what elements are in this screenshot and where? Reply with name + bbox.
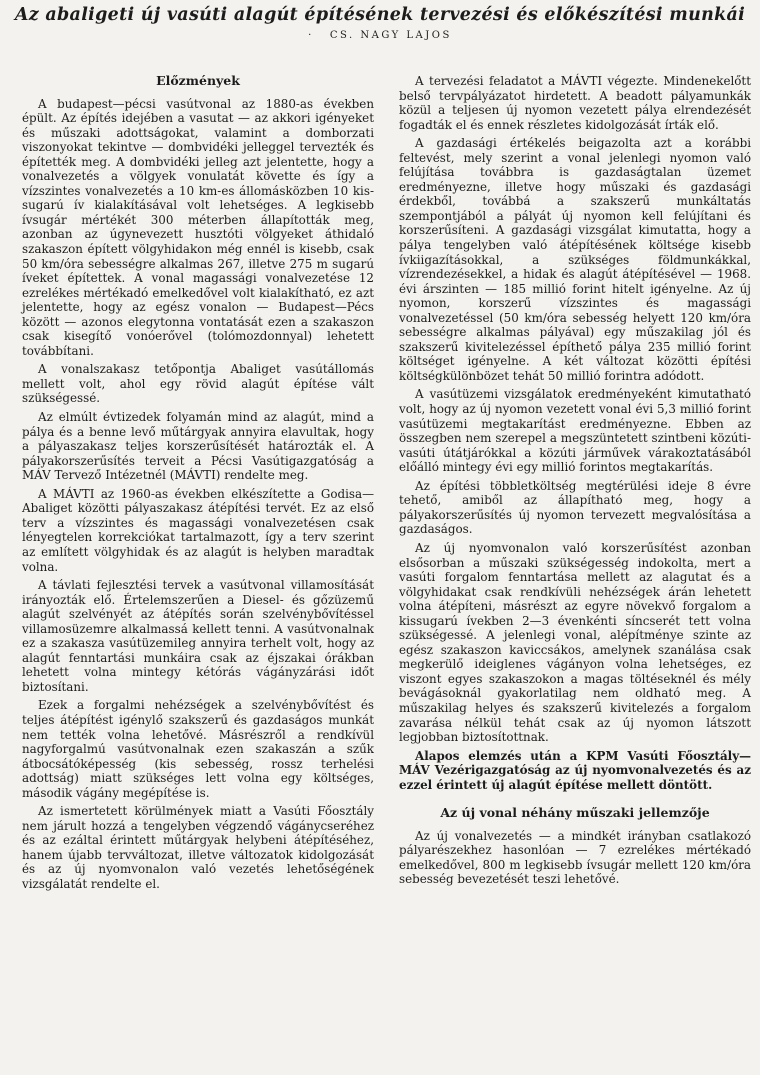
article-title: Az abaligeti új vasúti alagút építésének tervezési és előkészítési munkái: [14, 5, 746, 25]
paragraph: Az építési többletköltség megtérülési ideje 8 évre tehető, amiből az állapítható meg, hogy a pályakorszerűsítés új nyomon tervezett megvalósítása a gazdaságos.: [399, 478, 751, 537]
decision-paragraph: Alapos elemzés után a KPM Vasúti Főosztály—MÁV Vezérigazgatóság az új nyomvonalvezetés és az ezzel érintett új alagút építése mellett döntött.: [399, 748, 751, 792]
paragraph: A tervezési feladatot a MÁVTI végezte. Mindenekelőtt belső tervpályázatot hirdetett. A beadott pályamunkák közül a teljesen új nyomon vezetett pálya elrendezését fogadták el és ennek részletes kidolgozását írták elő.: [399, 74, 751, 132]
paragraph: Az új vonalvezetés — a mindkét irányban csatlakozó pályarészekhez hasonlóan — 7 ezrelékes mértékadó emelkedővel, 800 m legkisebb ívsugár mellett 120 km/óra sebesség bevezetését teszi lehetővé.: [399, 828, 751, 887]
section-heading-muszaki-jellemzok: Az új vonal néhány műszaki jellemzője: [440, 805, 710, 821]
paragraph: Az ismertetett körülmények miatt a Vasúti Főosztály nem járult hozzá a tengelyben végzendő vágánycseréhez és az ezáltal érintett műtárgyak helybeni átépítéséhez, hanem újabb tervváltozat, illetve változatok kidolgozását és az új nyomvonalon való vezetés lehetőségének vizsgálatát rendelte el.: [22, 804, 374, 891]
paragraph: Az elmúlt évtizedek folyamán mind az alagút, mind a pálya és a benne levő műtárgyak annyira elavultak, hogy a pályaszakasz teljes korszerűsítését határozták el. A pályakorszerűsítés terveit a Pécsi Vasútigazgatóság a MÁV Tervező Intézetnél (MÁVTI) rendelte meg.: [22, 410, 374, 483]
paragraph: A távlati fejlesztési tervek a vasútvonal villamosítását irányozták elő. Értelemszerűen a Diesel- és gőzüzemű alagút szelvényét az átépítés során szelvénybővítéssel villamosüzemre alkalmassá kellett tenni. A vasútvonalnak ez a szakasza vasútüzemileg annyira terhelt volt, hogy az alagút fenntartási munkáira csak az éjszakai órákban lehetett volna mintegy kétórás vágányzárási időt biztosítani.: [22, 578, 374, 694]
section-heading-elozmenyek: Előzmények: [156, 73, 240, 88]
right-column: [399, 74, 751, 891]
author-line: [0, 30, 760, 41]
paragraph: Ezek a forgalmi nehézségek a szelvénybővítést és teljes átépítést igénylő szakszerű és gazdaságos munkát nem tették volna lehetővé. Másrészről a rendkívül nagyforgalmú vasútvonalnak ezen szakaszán a szűk átbocsátóképesség (kis sebesség, rossz terhelési adottság) miatt szükséges lett volna egy költséges, második vágány megépítése is.: [22, 698, 374, 800]
paragraph: A gazdasági értékelés beigazolta azt a korábbi feltevést, mely szerint a vonal jelenlegi nyomon való felújítása továbbra is gazdaságtalan üzemet eredményezne, illetve hogy műszaki és gazdasági érdekből, továbbá a szakszerű munkáltatás szempontjából a pályát új nyomon kell felújítani és korszerűsíteni. A gazdasági vizsgálat kimutatta, hogy a pálya tengelyben való átépítésének költsége kisebb ívkiigazításokkal, a szükséges földmunkákkal, vízrendezésekkel, a hidak és alagút átépítésével — 1968. évi árszinten — 185 millió forint hitelt igényelne. Az új nyomon, korszerű vízszintes és magassági vonalvezetéssel (50 km/óra sebesség helyett 120 km/óra sebességre alkalmas pályával) egy műszakilag jól és szakszerű kivitelezéssel építhető pálya 235 millió forint költséget igényelne. A két változat közötti építési költségkülönbözet tehát 50 millió forintra adódott.: [399, 136, 751, 383]
paragraph: A budapest—pécsi vasútvonal az 1880-as években épült. Az építés idejében a vasutat — az akkori igényeket és műszaki adottságokat, valamint a domborzati viszonyokat tekintve — dombvidéki jelleggel tervezték és építették meg. A dombvidéki jelleg azt jelentette, hogy a vonalvezetés a völgyek vonulatát követte és így a vízszintes vonalvezetés a 10 km-es állomásközben 10 kissugarú ív kialakításával volt lehetséges. A legkisebb ívsugár mértékét 300 méterben állapították meg, azonban az úgynevezett husztóti völgyeket áthidaló szakaszon épített völgyhidakon még ennél is kisebb, csak 50 km/óra sebességre alkalmas 267, illetve 275 m sugarú íveket építettek. A vonal magassági vonalvezetése 12 ezrelékes mértékadó emelkedővel volt kialakítható, ez azt jelentette, hogy az egész vonalon — Budapest—Pécs között — azonos elegytonna vontatását ezen a szakaszon csak kisegítő vonóerővel (tolómozdonnyal) lehetett továbbítani.: [22, 96, 374, 358]
left-column: [22, 74, 374, 896]
paragraph: A vasútüzemi vizsgálatok eredményeként kimutatható volt, hogy az új nyomon vezetett vonal évi 5,3 millió forint vasútüzemi megtakarítást eredményezne. Ebben az összegben nem szerepel a megszüntetett szintbeni közúti-vasúti útátjárókkal a közúti járművek várakoztatásából előálló mintegy évi egy millió forintos megtakarítás.: [399, 387, 751, 475]
author-mark: ·: [308, 30, 314, 41]
author-name: CS. NAGY LAJOS: [329, 30, 452, 41]
paragraph: Az új nyomvonalon való korszerűsítést azonban elsősorban a műszaki szükségesség indokolta, mert a vasúti forgalom fenntartása mellett az alagutat és a völgyhidakat csak rendkívüli nehézségek árán lehetett volna átépíteni, másrészt az egyre növekvő forgalom a kissugarú ívekben 2—3 évenkénti síncserét tett volna szükségessé. A jelenlegi vonal, alépítménye szinte az egész szakaszon kaviccsákos, amelynek szanálása csak megkerülő ideiglenes vágányon volna lehetséges, ez viszont egyes szakaszokon a magas töltéseknél és mély bevágásoknál gyakorlatilag nem oldható meg. A műszakilag helyes és szakszerű kivitelezés a forgalom zavarása nélkül tehát csak az új nyomon látszott legjobban biztosítottnak.: [399, 540, 751, 745]
paragraph: A vonalszakasz tetőpontja Abaliget vasútállomás mellett volt, ahol egy rövid alagút építése vált szükségessé.: [22, 362, 374, 406]
paragraph: A MÁVTI az 1960-as években elkészítette a Godisa—Abaliget közötti pályaszakasz átépítési tervét. Ez az első terv a vízszintes és magassági vonalvezetésen csak lényegtelen korrekciókat tartalmazott, így a terv szerint az említett völgyhidak és az alagút is helyben maradtak volna.: [22, 486, 374, 574]
